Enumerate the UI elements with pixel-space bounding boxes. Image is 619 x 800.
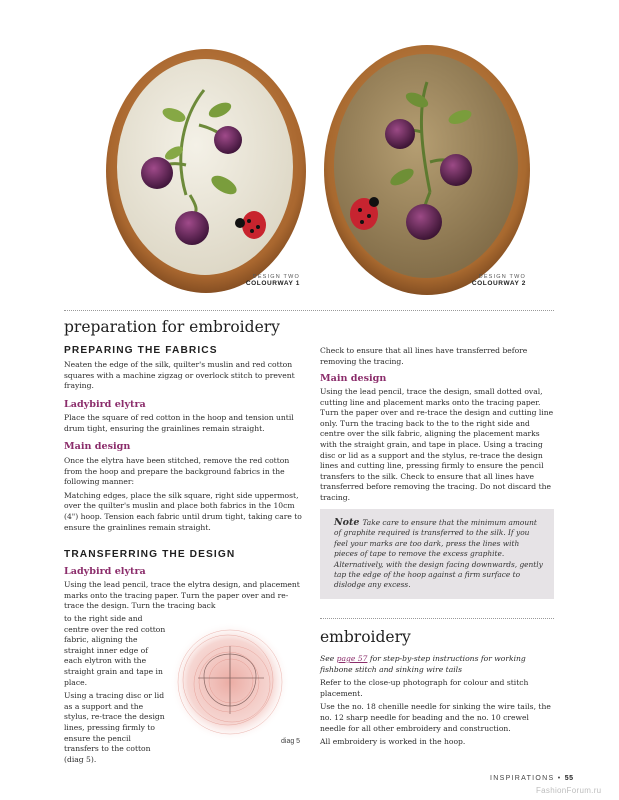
fabrics-heading: PREPARING THE FABRICS	[64, 345, 218, 356]
prep-title: preparation for embroidery	[64, 318, 280, 336]
main-design-text-1	[64, 456, 304, 536]
transfer-text-narrow	[64, 614, 168, 768]
embroidery-photo-colourway-1	[104, 45, 309, 295]
embroidery-photo-colourway-2	[322, 42, 532, 297]
note-box	[320, 509, 554, 599]
note-body: Take care to ensure that the minimum amount of graphite required is transferred to the silk. If you feel your marks are too dark, press the lines with pieces of tape to remove the excess graphite. Alternatively, with the design facing downwards, gently tap the edge of the hoop against a firm surface to dislodge any excess.	[334, 518, 543, 590]
diagram-5	[168, 616, 288, 752]
fabrics-paragraph: Neaten the edge of the silk, quilter's muslin and red cotton squares with a machine zigzag or overlock stitch to prevent fraying.	[64, 360, 295, 391]
ladybird-text-1	[64, 413, 304, 437]
fabrics-text	[64, 360, 304, 395]
embroidery-divider	[320, 618, 554, 619]
embroidery-paragraph-1: Refer to the close-up photograph for colour and stitch placement.	[320, 678, 529, 698]
check-text	[320, 346, 556, 370]
watermark: FashionForum.ru	[536, 786, 602, 795]
main-design-heading-1: Main design	[64, 441, 131, 452]
main-paragraph-2: Matching edges, place the silk square, right side uppermost, over the quilter's muslin and place both fabrics in the 10cm (4") hoop. Tension each fabric until drum tight, taking care to ensure the grainlines remain straight.	[64, 490, 302, 532]
main-design-paragraph: Using the lead pencil, trace the design, small dotted oval, cutting line and placement marks onto the tracing paper. Turn the paper over and re-trace the design and cutting line only. Turn the tracing back to the to the right side and centre over the silk fabric, aligning the placement marks with the straight grain, and tape in place. Using a tracing disc or lid as a support and the stylus, re-trace the design lines and cutting line, pressing firmly to ensure the pencil transfers to the silk. Check to ensure that all lines have transferred before removing the tracing. Do not discard the tracing.	[320, 387, 554, 502]
caption-colourway-1	[230, 274, 300, 287]
check-paragraph: Check to ensure that all lines have transferred before removing the tracing.	[320, 346, 528, 366]
see-instructions	[320, 654, 556, 675]
page-folio	[490, 775, 574, 782]
transfer-paragraph-2: to the right side and centre over the red cotton fabric, aligning the straight inner edge of each elytron with the straight grain and tape in place.	[64, 614, 166, 687]
page-57-link[interactable]: page 57	[336, 654, 368, 663]
note-text	[334, 518, 544, 591]
embroidery-paragraph-3: All embroidery is worked in the hoop.	[320, 737, 466, 747]
transfer-paragraph-1: Using the lead pencil, trace the elytra design, and placement marks onto the tracing paper. Turn the paper over and re-trace the design. Turn the tracing back	[64, 580, 300, 611]
ladybird-heading-2: Ladybird elytra	[64, 566, 146, 577]
caption-small: DESIGN TWO	[252, 274, 300, 280]
main-design-text-2	[320, 387, 556, 507]
folio-bullet: •	[557, 775, 562, 782]
main-design-heading-2: Main design	[320, 373, 387, 384]
see-prefix: See	[320, 654, 337, 663]
ladybird-heading-1: Ladybird elytra	[64, 399, 146, 410]
caption-small: DESIGN TWO	[478, 274, 526, 280]
caption-colourway-2	[456, 274, 526, 287]
caption-big: COLOURWAY 1	[245, 280, 300, 287]
transfer-heading: TRANSFERRING THE DESIGN	[64, 549, 236, 560]
embroidery-text	[320, 654, 556, 751]
see-suffix: for step-by-step instructions for working fishbone stitch and sinking wire tails	[320, 654, 526, 674]
caption-big: COLOURWAY 2	[471, 280, 526, 287]
magazine-name: INSPIRATIONS	[490, 775, 555, 782]
note-label: Note	[334, 517, 360, 528]
ladybird-paragraph-1: Place the square of red cotton in the hoop and tension until drum tight, ensuring the grainlines remain straight.	[64, 413, 294, 433]
transfer-paragraph-3: Using a tracing disc or lid as a support and the stylus, re-trace the design lines, pressing firmly to ensure the pencil transfers to the cotton (diag 5).	[64, 691, 165, 764]
embroidery-paragraph-2: Use the no. 18 chenille needle for sinking the wire tails, the no. 12 sharp needle for beading and the no. 10 crewel needle for all other embroidery and construction.	[320, 702, 551, 733]
section-divider	[64, 310, 554, 311]
page-number: 55	[564, 775, 574, 782]
embroidery-title: embroidery	[320, 628, 411, 646]
transfer-text-full	[64, 580, 304, 615]
main-paragraph-1: Once the elytra have been stitched, remove the red cotton from the hoop and prepare the background fabrics in the following manner:	[64, 456, 290, 487]
diagram-5-label: diag 5	[281, 738, 301, 745]
